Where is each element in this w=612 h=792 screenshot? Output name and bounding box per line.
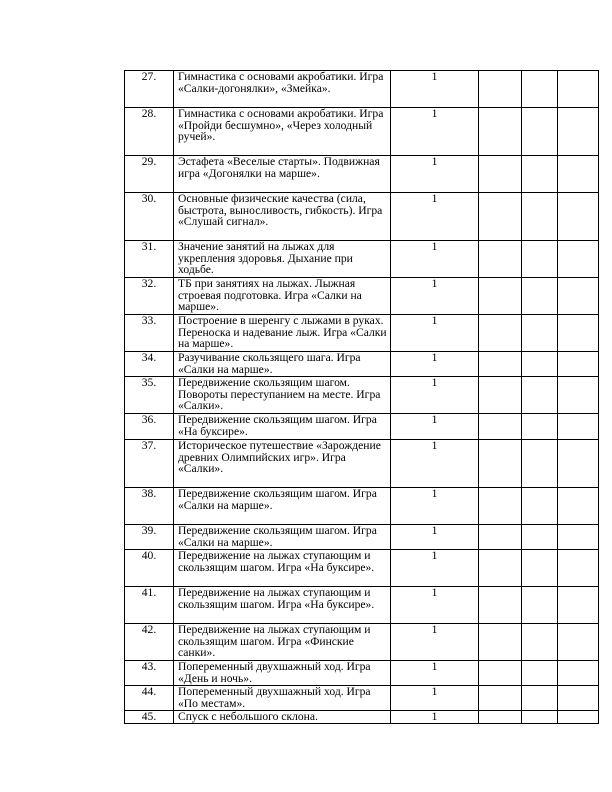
table-row xyxy=(125,108,599,156)
table-row xyxy=(125,377,599,414)
row-topic: Передвижение скользящим шагом. Игра «На буксире». xyxy=(174,414,391,440)
row-date-fact xyxy=(522,241,558,278)
row-date-fact xyxy=(522,624,558,661)
row-date-fact xyxy=(522,525,558,550)
row-number: 31. xyxy=(125,241,174,278)
row-number: 37. xyxy=(125,440,174,488)
row-hours: 1 xyxy=(391,711,479,724)
row-number: 40. xyxy=(125,550,174,587)
row-hours: 1 xyxy=(391,108,479,156)
table-row xyxy=(125,241,599,278)
row-topic: ТБ при занятиях на лыжах. Лыжная строевая подготовка. Игра «Салки на марше». xyxy=(174,278,391,315)
table-row xyxy=(125,686,599,711)
row-note xyxy=(558,315,599,352)
row-hours: 1 xyxy=(391,377,479,414)
row-note xyxy=(558,278,599,315)
row-hours: 1 xyxy=(391,587,479,624)
row-hours: 1 xyxy=(391,414,479,440)
row-number: 33. xyxy=(125,315,174,352)
row-hours: 1 xyxy=(391,193,479,241)
lessons-table xyxy=(124,70,599,724)
row-note xyxy=(558,587,599,624)
row-number: 34. xyxy=(125,352,174,377)
row-note xyxy=(558,241,599,278)
row-date-fact xyxy=(522,71,558,108)
row-date-fact xyxy=(522,352,558,377)
row-note xyxy=(558,377,599,414)
row-date-plan xyxy=(479,241,522,278)
row-date-fact xyxy=(522,686,558,711)
row-date-fact xyxy=(522,661,558,686)
row-date-plan xyxy=(479,193,522,241)
row-hours: 1 xyxy=(391,278,479,315)
row-note xyxy=(558,156,599,193)
row-date-plan xyxy=(479,377,522,414)
row-date-plan xyxy=(479,440,522,488)
row-hours: 1 xyxy=(391,550,479,587)
row-topic: Передвижение скользящим шагом. Игра «Салки на марше». xyxy=(174,488,391,525)
table-row xyxy=(125,661,599,686)
row-topic: Построение в шеренгу с лыжами в руках. Переноска и надевание лыж. Игра «Салки на марше». xyxy=(174,315,391,352)
row-topic: Спуск с небольшого склона. xyxy=(174,711,391,724)
row-topic: Разучивание скользящего шага. Игра «Салки на марше». xyxy=(174,352,391,377)
row-date-plan xyxy=(479,624,522,661)
row-note xyxy=(558,71,599,108)
row-note xyxy=(558,352,599,377)
row-number: 35. xyxy=(125,377,174,414)
row-hours: 1 xyxy=(391,440,479,488)
row-date-plan xyxy=(479,686,522,711)
row-date-fact xyxy=(522,488,558,525)
row-date-plan xyxy=(479,278,522,315)
table-row xyxy=(125,525,599,550)
row-date-plan xyxy=(479,352,522,377)
row-hours: 1 xyxy=(391,661,479,686)
row-number: 43. xyxy=(125,661,174,686)
row-date-plan xyxy=(479,71,522,108)
row-topic: Гимнастика с основами акробатики. Игра «Пройди бесшумно», «Через холодный ручей». xyxy=(174,108,391,156)
row-number: 28. xyxy=(125,108,174,156)
row-hours: 1 xyxy=(391,488,479,525)
table-row xyxy=(125,156,599,193)
row-number: 32. xyxy=(125,278,174,315)
row-topic: Историческое путешествие «Зарождение древних Олимпийских игр». Игра «Салки». xyxy=(174,440,391,488)
row-date-plan xyxy=(479,550,522,587)
row-number: 44. xyxy=(125,686,174,711)
row-hours: 1 xyxy=(391,352,479,377)
row-hours: 1 xyxy=(391,71,479,108)
row-hours: 1 xyxy=(391,624,479,661)
row-date-fact xyxy=(522,156,558,193)
table-row xyxy=(125,711,599,724)
row-date-plan xyxy=(479,488,522,525)
row-date-plan xyxy=(479,711,522,724)
row-note xyxy=(558,440,599,488)
row-number: 30. xyxy=(125,193,174,241)
table-row xyxy=(125,71,599,108)
row-topic: Передвижение на лыжах ступающим и скользящим шагом. Игра «Финские санки». xyxy=(174,624,391,661)
row-date-fact xyxy=(522,108,558,156)
row-note xyxy=(558,414,599,440)
row-number: 41. xyxy=(125,587,174,624)
row-topic: Попеременный двухшажный ход. Игра «По местам». xyxy=(174,686,391,711)
row-note xyxy=(558,108,599,156)
row-date-plan xyxy=(479,315,522,352)
table-row xyxy=(125,440,599,488)
table-row xyxy=(125,624,599,661)
table-row xyxy=(125,352,599,377)
row-number: 42. xyxy=(125,624,174,661)
row-date-fact xyxy=(522,377,558,414)
row-note xyxy=(558,686,599,711)
row-topic: Передвижение скользящим шагом. Повороты переступанием на месте. Игра «Салки». xyxy=(174,377,391,414)
row-date-plan xyxy=(479,525,522,550)
table-row xyxy=(125,193,599,241)
row-topic: Передвижение на лыжах ступающим и скользящим шагом. Игра «На буксире». xyxy=(174,550,391,587)
row-topic: Передвижение скользящим шагом. Игра «Салки на марше». xyxy=(174,525,391,550)
row-date-plan xyxy=(479,108,522,156)
table-row xyxy=(125,550,599,587)
row-number: 36. xyxy=(125,414,174,440)
row-hours: 1 xyxy=(391,241,479,278)
row-date-fact xyxy=(522,278,558,315)
row-note xyxy=(558,624,599,661)
row-date-fact xyxy=(522,440,558,488)
row-note xyxy=(558,661,599,686)
row-note xyxy=(558,711,599,724)
row-number: 45. xyxy=(125,711,174,724)
row-topic: Эстафета «Веселые старты». Подвижная игра «Догонялки на марше». xyxy=(174,156,391,193)
table-row xyxy=(125,315,599,352)
row-hours: 1 xyxy=(391,525,479,550)
table-row xyxy=(125,278,599,315)
row-date-fact xyxy=(522,414,558,440)
row-hours: 1 xyxy=(391,315,479,352)
lessons-table-body xyxy=(125,71,599,724)
row-date-fact xyxy=(522,315,558,352)
row-note xyxy=(558,488,599,525)
row-hours: 1 xyxy=(391,686,479,711)
row-topic: Передвижение на лыжах ступающим и скользящим шагом. Игра «На буксире». xyxy=(174,587,391,624)
row-number: 29. xyxy=(125,156,174,193)
row-note xyxy=(558,525,599,550)
row-hours: 1 xyxy=(391,156,479,193)
row-date-fact xyxy=(522,711,558,724)
row-date-plan xyxy=(479,661,522,686)
row-note xyxy=(558,550,599,587)
row-number: 38. xyxy=(125,488,174,525)
table-row xyxy=(125,587,599,624)
row-number: 39. xyxy=(125,525,174,550)
row-note xyxy=(558,193,599,241)
table-row xyxy=(125,488,599,525)
row-number: 27. xyxy=(125,71,174,108)
table-row xyxy=(125,414,599,440)
row-date-fact xyxy=(522,193,558,241)
row-date-plan xyxy=(479,587,522,624)
row-date-fact xyxy=(522,550,558,587)
row-date-plan xyxy=(479,156,522,193)
row-date-fact xyxy=(522,587,558,624)
row-date-plan xyxy=(479,414,522,440)
row-topic: Попеременный двухшажный ход. Игра «День и ночь». xyxy=(174,661,391,686)
row-topic: Гимнастика с основами акробатики. Игра «Салки-догонялки», «Змейка». xyxy=(174,71,391,108)
row-topic: Основные физические качества (сила, быстрота, выносливость, гибкость). Игра «Слушай сигнал». xyxy=(174,193,391,241)
row-topic: Значение занятий на лыжах для укрепления здоровья. Дыхание при ходьбе. xyxy=(174,241,391,278)
